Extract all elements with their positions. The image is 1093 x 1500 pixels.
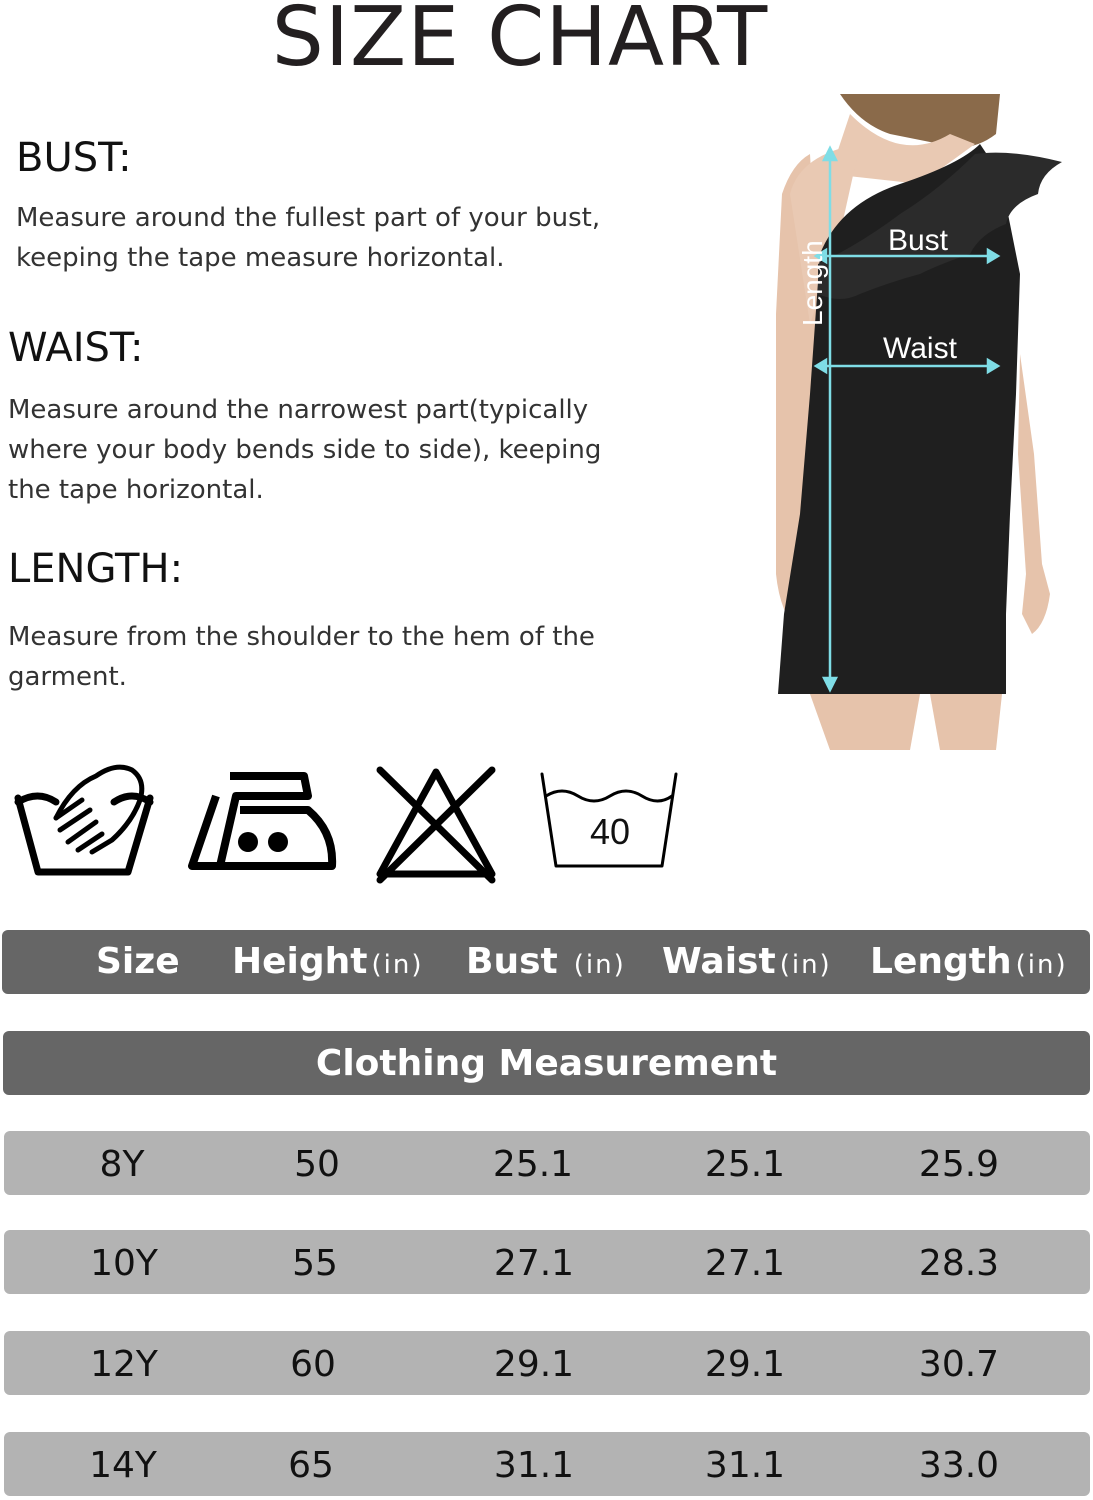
table-row — [4, 1331, 1090, 1395]
model-photo — [770, 94, 1070, 750]
table-row — [4, 1432, 1090, 1496]
bust-label: Bust — [887, 224, 949, 257]
cell-length: 30.7 — [918, 1344, 1000, 1385]
cell-height: 55 — [292, 1243, 338, 1284]
length-instructions: Measure from the shoulder to the hem of the garment. — [8, 622, 595, 692]
cell-length: 33.0 — [918, 1445, 1000, 1486]
cell-waist: 29.1 — [704, 1344, 786, 1385]
length-heading: LENGTH: — [8, 546, 184, 592]
waist-instructions: Measure around the narrowest part(typically where your body bends side to side), keeping the tape horizontal. — [8, 395, 602, 505]
wash-40-icon — [538, 770, 682, 870]
hand-wash-icon — [12, 756, 156, 882]
header-size: Size — [96, 941, 180, 982]
iron-medium-icon — [186, 770, 338, 874]
header-height: Height (in) — [232, 941, 424, 982]
model-arm-right — [1018, 354, 1050, 634]
cell-size: 14Y — [89, 1445, 157, 1486]
do-not-bleach-icon — [372, 764, 500, 886]
wash-temperature: 40 — [589, 811, 631, 852]
header-waist: Waist (in) — [662, 941, 832, 982]
cell-size: 12Y — [90, 1344, 158, 1385]
cell-length: 25.9 — [918, 1144, 1000, 1185]
page-title: SIZE CHART — [271, 0, 769, 85]
bust-instructions: Measure around the fullest part of your bust, keeping the tape measure horizontal. — [16, 203, 601, 273]
waist-label: Waist — [883, 332, 957, 365]
cell-bust: 27.1 — [493, 1243, 575, 1284]
cell-height: 60 — [290, 1344, 336, 1385]
table-header — [2, 930, 1090, 994]
cell-size: 8Y — [99, 1144, 145, 1185]
header-length: Length (in) — [870, 941, 1068, 982]
cell-waist: 25.1 — [704, 1144, 786, 1185]
section-title: Clothing Measurement — [3, 1031, 1090, 1095]
length-label: Length — [797, 240, 828, 326]
bust-heading: BUST: — [16, 135, 132, 181]
cell-height: 65 — [288, 1445, 334, 1486]
table-row — [4, 1230, 1090, 1294]
cell-bust: 29.1 — [493, 1344, 575, 1385]
cell-waist: 31.1 — [704, 1445, 786, 1486]
waist-guide — [8, 324, 608, 510]
cell-height: 50 — [294, 1144, 340, 1185]
cell-length: 28.3 — [918, 1243, 1000, 1284]
bust-guide — [16, 134, 616, 278]
model-legs — [810, 694, 920, 750]
length-guide — [8, 545, 608, 697]
cell-waist: 27.1 — [704, 1243, 786, 1284]
waist-heading: WAIST: — [8, 325, 144, 371]
cell-bust: 25.1 — [492, 1144, 574, 1185]
table-row — [4, 1131, 1090, 1195]
cell-size: 10Y — [90, 1243, 158, 1284]
header-bust: Bust (in) — [466, 941, 626, 982]
cell-bust: 31.1 — [493, 1445, 575, 1486]
